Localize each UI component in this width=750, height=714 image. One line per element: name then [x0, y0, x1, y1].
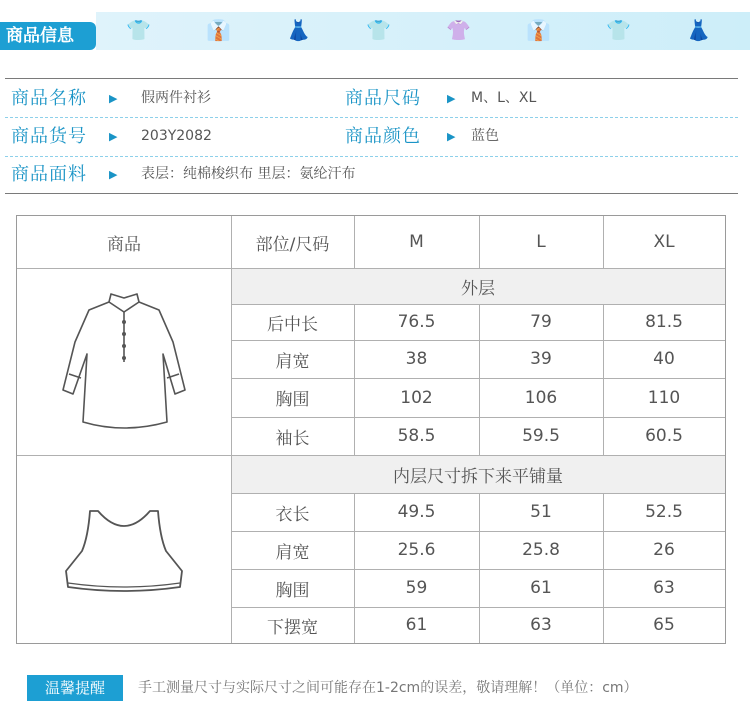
tip-label: 温馨提醒: [27, 675, 123, 701]
outer-image-cell: [17, 268, 231, 455]
header-product: 商品: [107, 234, 141, 255]
arrow-right-icon: ▶: [109, 168, 118, 181]
arrow-right-icon: ▶: [447, 92, 456, 105]
tank-top-sketch-icon: [54, 499, 194, 599]
table-row-m: 102: [400, 387, 433, 408]
table-row-xl: 81.5: [645, 312, 683, 332]
table-row-part: 后中长: [267, 314, 318, 335]
table-row-xl: 110: [647, 387, 681, 408]
name-value: 假两件衬衫: [141, 90, 211, 106]
info-row-name-size: [5, 80, 738, 117]
table-row-xl: 40: [653, 349, 675, 369]
arrow-right-icon: ▶: [109, 92, 118, 105]
code-value: 203Y2082: [141, 128, 212, 144]
table-row-part: 胸围: [275, 580, 310, 601]
tip-text: 手工测量尺寸与实际尺寸之间可能存在1-2cm的误差，敬请理解！（单位：cm）: [138, 680, 638, 696]
table-row-m: 58.5: [397, 426, 436, 446]
table-row-xl: 26: [653, 540, 675, 560]
table-row-part: 胸围: [275, 390, 310, 410]
name-label: 商品名称: [11, 88, 87, 109]
table-row-xl: 65: [653, 615, 675, 635]
size-value: M、L、XL: [471, 90, 537, 106]
clothes-decoration-icon: 👕: [126, 18, 151, 42]
outer-section-title: 外层: [461, 278, 495, 299]
info-row-code-color: [5, 118, 738, 155]
color-value: 蓝色: [471, 128, 499, 144]
table-row-xl: 63: [653, 578, 675, 598]
table-row-l: 25.8: [522, 540, 560, 560]
table-row-l: 39: [530, 349, 552, 369]
table-row-l: 51: [530, 502, 552, 522]
header-size-xl: XL: [653, 232, 675, 252]
clothes-decoration-icon: 👚: [446, 18, 471, 42]
info-row-fabric: [5, 156, 738, 193]
table-row-l: 106: [524, 387, 558, 408]
table-row-part: 袖长: [275, 428, 310, 449]
color-label: 商品颜色: [345, 126, 421, 147]
arrow-right-icon: ▶: [447, 130, 456, 143]
clothes-decoration-icon: 👗: [286, 18, 311, 42]
table-row-l: 61: [530, 578, 552, 598]
header-size-m: M: [409, 232, 424, 252]
shirt-sketch-icon: [59, 282, 189, 442]
arrow-right-icon: ▶: [109, 130, 118, 143]
code-label: 商品货号: [11, 126, 87, 147]
table-row-part: 肩宽: [275, 542, 310, 563]
clothes-decoration-icon: 👗: [686, 18, 711, 42]
fabric-value: 表层：纯棉梭织布 里层：氨纶汗布: [141, 166, 356, 182]
table-row-l: 63: [530, 615, 552, 635]
table-row-l: 79: [530, 312, 552, 332]
inner-section-title: 内层尺寸拆下来平铺量: [393, 466, 563, 487]
table-row-part: 下摆宽: [267, 617, 318, 638]
clothes-decoration-icon: 👔: [526, 18, 551, 42]
product-info: [5, 78, 738, 194]
table-row-m: 25.6: [397, 540, 436, 560]
table-row-part: 肩宽: [275, 351, 310, 372]
table-row-xl: 60.5: [645, 426, 683, 446]
fabric-label: 商品面料: [11, 164, 87, 185]
table-row-l: 59.5: [522, 426, 560, 446]
table-row-xl: 52.5: [645, 502, 683, 522]
table-row-m: 38: [405, 349, 428, 369]
size-label: 商品尺码: [345, 88, 421, 109]
clothes-decoration-icon: 👕: [606, 18, 631, 42]
table-row-m: 49.5: [397, 502, 436, 522]
clothes-decoration-icon: 👕: [366, 18, 391, 42]
inner-image-cell: [17, 455, 231, 643]
section-title: 商品信息: [0, 22, 96, 50]
table-row-m: 61: [405, 615, 428, 635]
clothes-decoration-icon: 👔: [206, 18, 231, 42]
banner-strip: [96, 12, 750, 50]
table-row-m: 59: [405, 578, 428, 598]
size-table: [16, 215, 726, 644]
table-row-m: 76.5: [397, 312, 436, 332]
table-row-part: 衣长: [275, 504, 310, 525]
section-banner: [0, 8, 750, 54]
header-size-l: L: [536, 232, 546, 252]
header-part: 部位/尺码: [255, 234, 330, 255]
